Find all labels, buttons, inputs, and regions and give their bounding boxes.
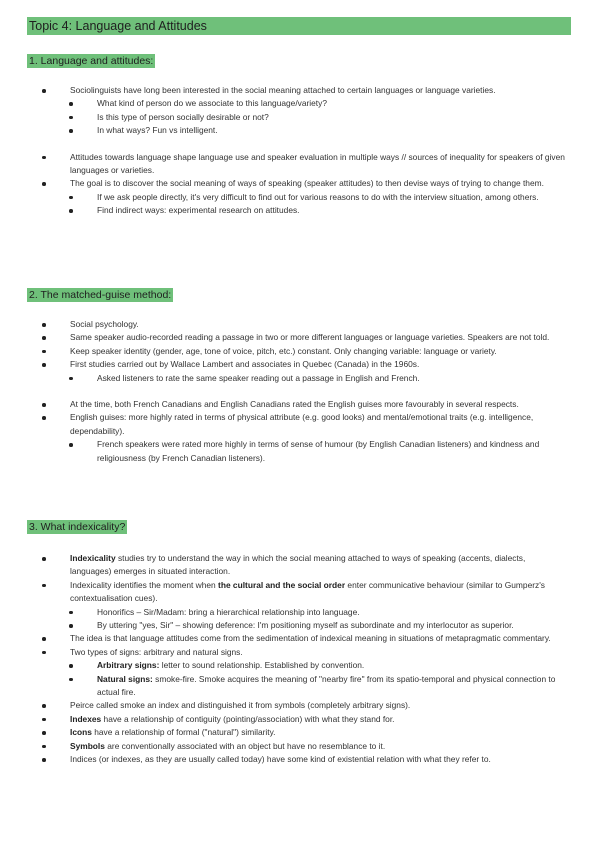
bullet-icon bbox=[42, 156, 46, 160]
bullet-icon bbox=[42, 416, 46, 420]
list-item: Two types of signs: arbitrary and natural signs. bbox=[0, 646, 568, 659]
list-item: By uttering "yes, Sir" – showing deference: I'm positioning myself as subordinate and my interlocutor as superior. bbox=[0, 619, 567, 632]
list-item: In what ways? Fun vs intelligent. bbox=[0, 124, 567, 137]
list-item: Symbols are conventionally associated with an object but have no resemblance to it. bbox=[0, 740, 568, 753]
bullet-icon bbox=[42, 731, 46, 735]
section-1-list bbox=[0, 84, 600, 218]
list-item: Arbitrary signs: letter to sound relationship. Established by convention. bbox=[0, 659, 567, 672]
list-item: The idea is that language attitudes come from the sedimentation of indexical meaning in situations of metapragmatic commentary. bbox=[0, 632, 568, 645]
bullet-icon bbox=[69, 196, 73, 200]
list-item: Indexicality studies try to understand the way in which the social meaning attached to ways of speaking (accents, dialects, languages) emerges in situated interaction. bbox=[0, 552, 568, 579]
list-item: Keep speaker identity (gender, age, tone of voice, pitch, etc.) constant. Only changing variable: language or variety. bbox=[0, 345, 568, 358]
term-icons: Icons bbox=[70, 727, 92, 738]
list-item: Is this type of person socially desirable or not? bbox=[0, 111, 567, 124]
bullet-icon bbox=[42, 704, 46, 708]
bullet-icon bbox=[69, 377, 73, 381]
list-item: English guises: more highly rated in terms of physical attribute (e.g. good looks) and mental/emotional traits (e.g. intelligence, dependability). bbox=[0, 411, 568, 438]
term-cultural-social-order: the cultural and the social order bbox=[218, 579, 346, 590]
term-symbols: Symbols bbox=[70, 740, 105, 751]
list-item: French speakers were rated more highly in terms of sense of humour (by English Canadian listeners) and kindness and religiousness (by French Canadian listeners). bbox=[0, 438, 567, 465]
bullet-icon bbox=[42, 745, 46, 749]
term-indexes: Indexes bbox=[70, 713, 102, 724]
bullet-icon bbox=[69, 209, 73, 213]
term-indexicality: Indexicality bbox=[70, 553, 116, 563]
page-title: Topic 4: Language and Attitudes bbox=[27, 17, 571, 35]
list-item: Peirce called smoke an index and distinguished it from symbols (completely arbitrary signs). bbox=[0, 699, 568, 712]
list-item: Honorifics – Sir/Madam: bring a hierarchical relationship into language. bbox=[0, 606, 567, 619]
list-item: Indices (or indexes, as they are usually called today) have some kind of existential relation with what they refer to. bbox=[0, 753, 568, 766]
bullet-icon bbox=[69, 102, 73, 106]
bullet-icon bbox=[42, 336, 46, 340]
bullet-icon bbox=[69, 611, 73, 615]
list-item: First studies carried out by Wallace Lambert and associates in Quebec (Canada) in the 1960s. bbox=[0, 358, 568, 371]
list-item: The goal is to discover the social meaning of ways of speaking (speaker attitudes) to then devise ways of trying to change them. bbox=[0, 177, 568, 190]
bullet-icon bbox=[69, 624, 73, 628]
list-item: Icons have a relationship of formal ("natural") similarity. bbox=[0, 726, 568, 739]
list-item: Natural signs: smoke-fire. Smoke acquires the meaning of "nearby fire" from its spatio-temporal and physical connection to actual fire. bbox=[0, 673, 567, 700]
list-item: Indexicality identifies the moment when the cultural and the social order enter communicative behaviour (similar to Gumperz's contextualisation cues). bbox=[0, 579, 568, 606]
bullet-icon bbox=[69, 129, 73, 133]
bullet-icon bbox=[69, 116, 73, 120]
section-heading-2: 2. The matched-guise method: bbox=[29, 289, 172, 301]
bullet-icon bbox=[42, 637, 46, 641]
bullet-icon bbox=[42, 350, 46, 354]
list-item: Asked listeners to rate the same speaker reading out a passage in English and French. bbox=[0, 372, 567, 385]
bullet-icon bbox=[42, 557, 46, 561]
term-arbitrary-signs: Arbitrary signs: bbox=[97, 660, 160, 671]
term-natural-signs: Natural signs: bbox=[97, 673, 153, 684]
bullet-icon bbox=[42, 758, 46, 762]
list-item: What kind of person do we associate to this language/variety? bbox=[0, 97, 567, 110]
list-item: Find indirect ways: experimental research on attitudes. bbox=[0, 204, 567, 217]
list-item: At the time, both French Canadians and English Canadians rated the English guises more favourably in several respects. bbox=[0, 398, 568, 411]
bullet-icon bbox=[69, 443, 73, 447]
list-item: Indexes have a relationship of contiguity (pointing/association) with what they stand for. bbox=[0, 713, 568, 726]
bullet-icon bbox=[42, 403, 46, 407]
bullet-icon bbox=[42, 89, 46, 93]
list-item: Attitudes towards language shape language use and speaker evaluation in multiple ways // sources of inequality for speakers of given languages or varieties. bbox=[0, 151, 568, 178]
bullet-icon bbox=[42, 651, 46, 655]
section-3-list bbox=[0, 552, 600, 767]
bullet-icon bbox=[42, 323, 46, 327]
bullet-icon bbox=[42, 584, 46, 588]
list-item: Social psychology. bbox=[0, 318, 568, 331]
bullet-icon bbox=[69, 678, 73, 682]
list-item: Same speaker audio-recorded reading a passage in two or more different languages or language varieties. Speakers are not told. bbox=[0, 331, 568, 344]
bullet-icon bbox=[42, 363, 46, 367]
bullet-icon bbox=[69, 664, 73, 668]
section-heading-3: 3. What indexicality? bbox=[29, 521, 126, 533]
section-heading-1: 1. Language and attitudes: bbox=[29, 55, 154, 67]
list-item: If we ask people directly, it's very difficult to find out for various reasons to do with the interview situation, among others. bbox=[0, 191, 567, 204]
bullet-icon bbox=[42, 182, 46, 186]
section-2-list bbox=[0, 318, 600, 465]
bullet-icon bbox=[42, 718, 46, 722]
list-item: Sociolinguists have long been interested in the social meaning attached to certain languages or language varieties. bbox=[0, 84, 568, 97]
